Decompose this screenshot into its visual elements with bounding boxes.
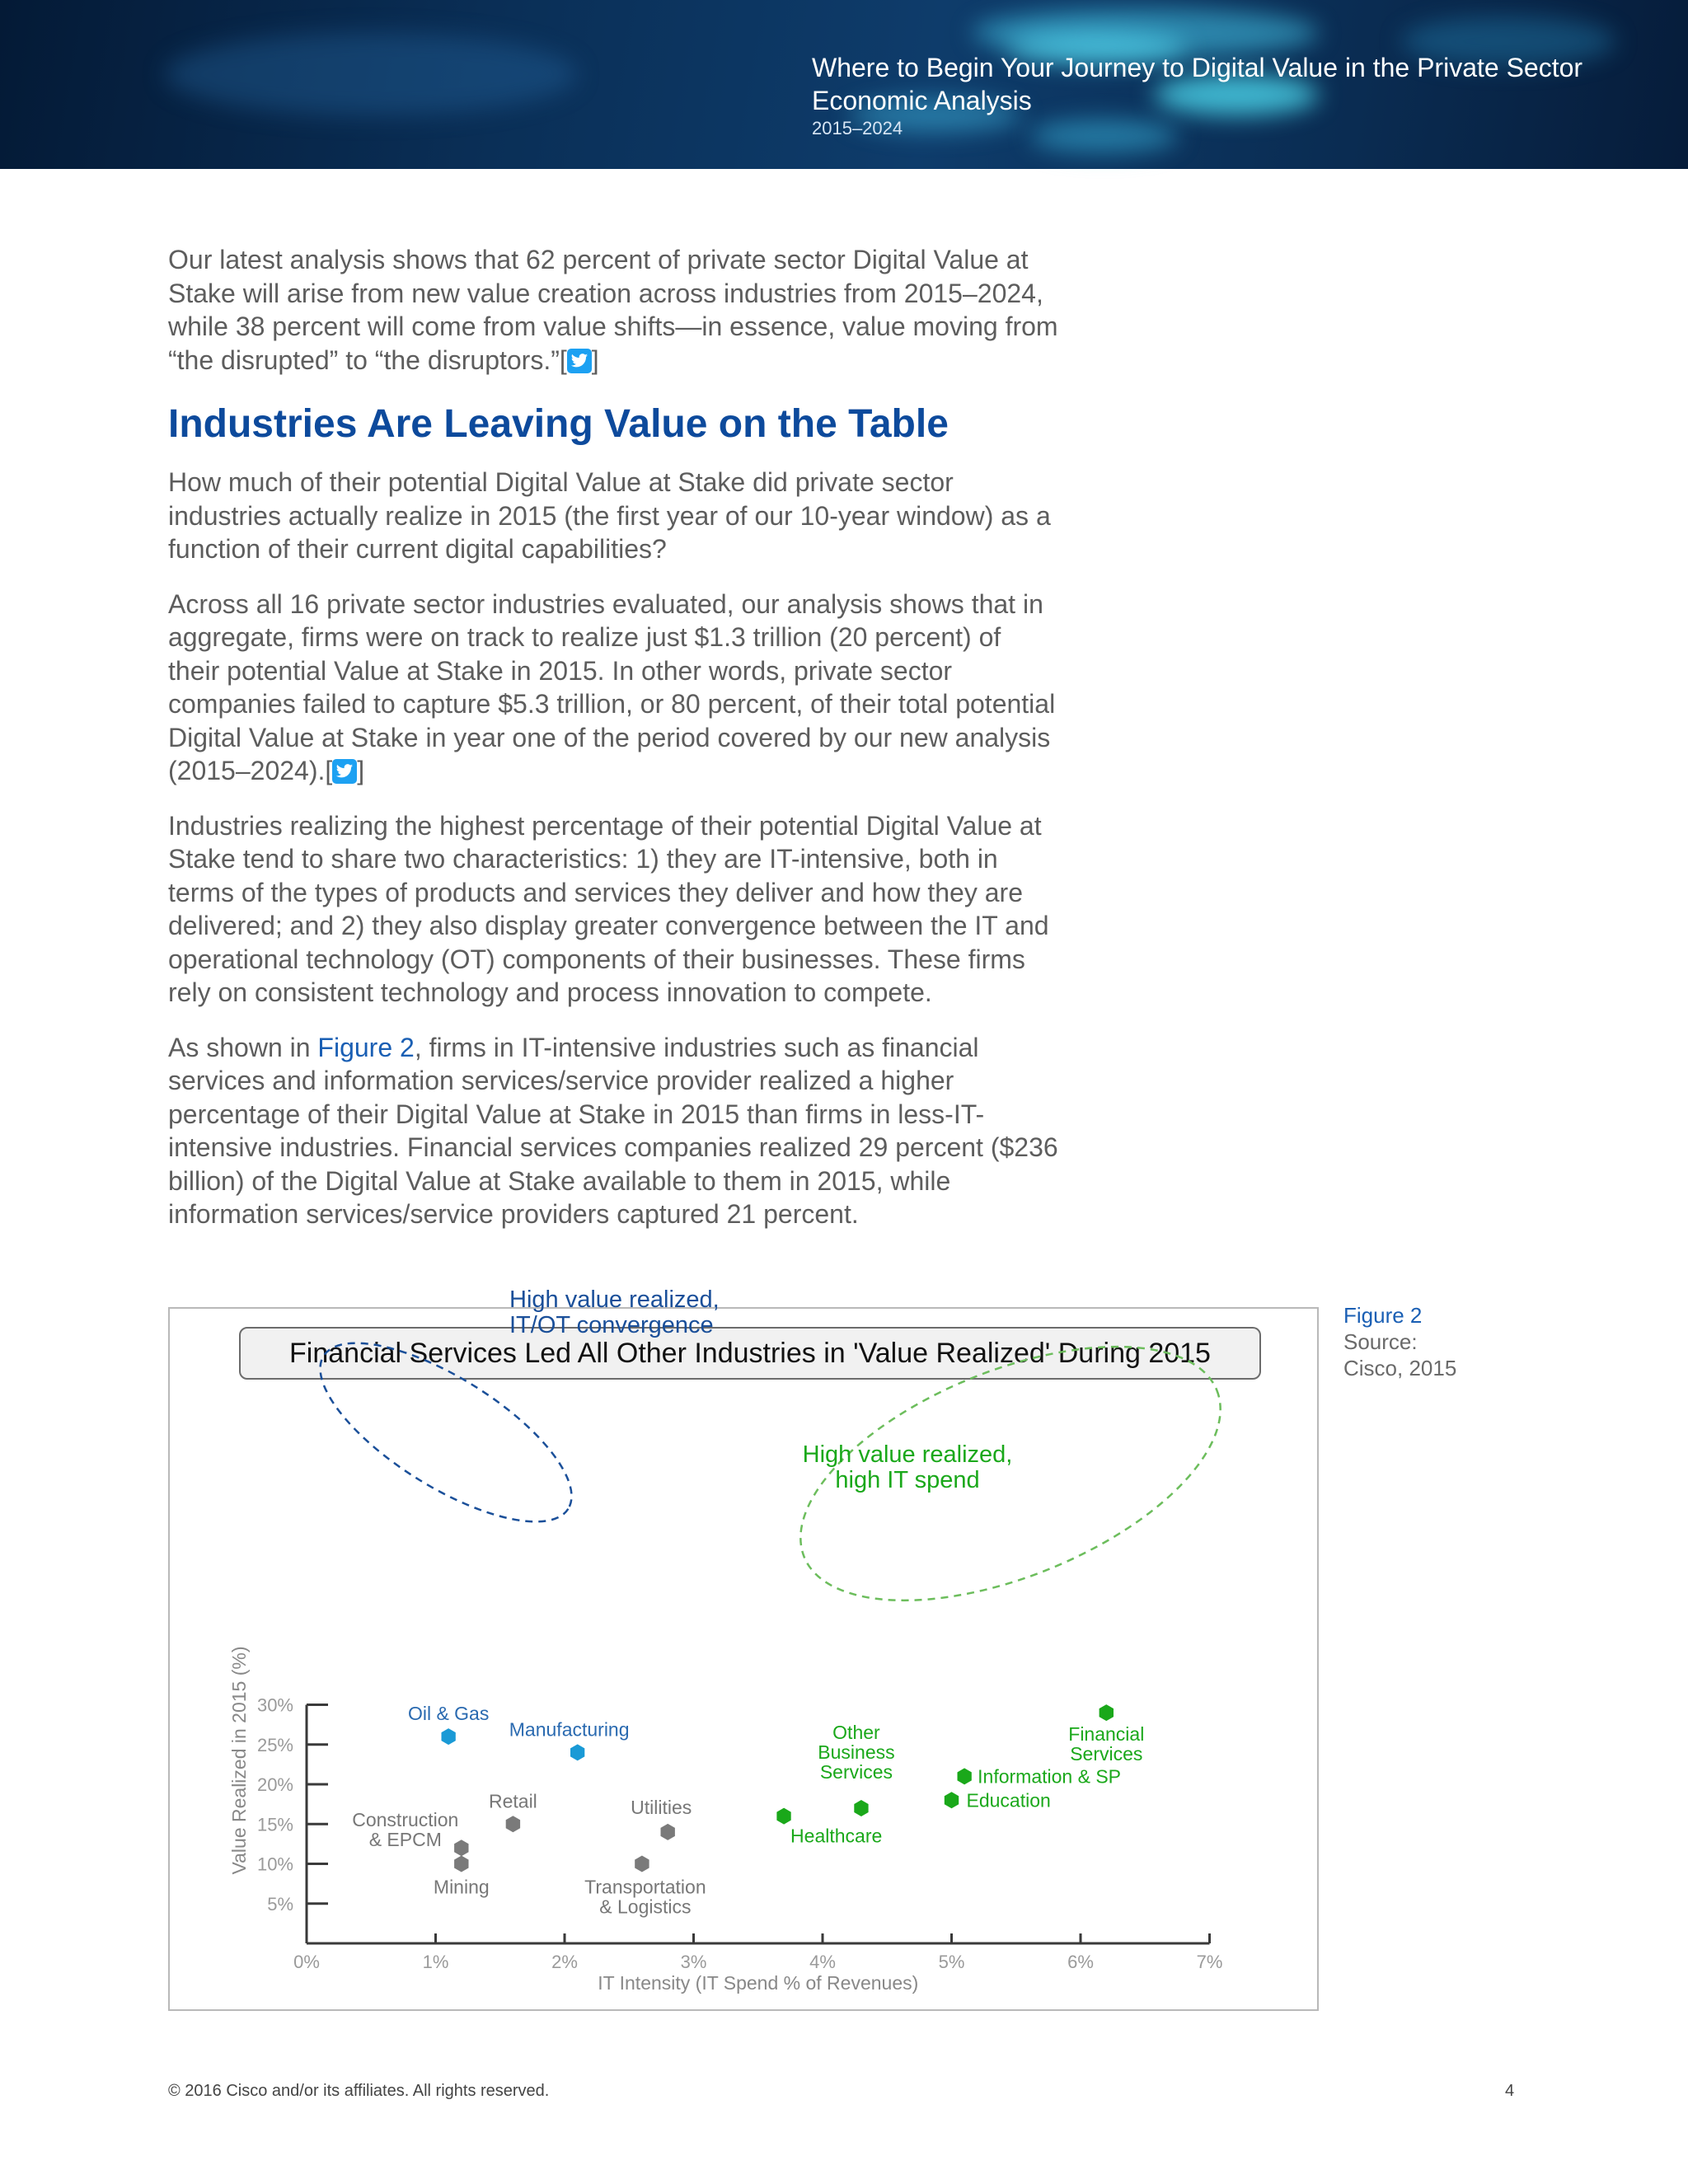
data-point-green	[776, 1808, 790, 1825]
bracket-close: ]	[357, 756, 365, 785]
figure-source: Cisco, 2015	[1343, 1356, 1457, 1380]
point-label: Transportation	[584, 1876, 706, 1898]
header-banner	[0, 0, 1688, 169]
point-label: Services	[1070, 1743, 1143, 1765]
header-title-line2: Economic Analysis	[812, 86, 1032, 115]
blue-group-annotation: IT/OT convergence	[509, 1312, 714, 1338]
point-label: Mining	[433, 1876, 490, 1898]
data-point-green	[958, 1768, 972, 1784]
blue-group-ellipse	[295, 1310, 598, 1554]
data-point-gray	[661, 1824, 675, 1840]
point-label: Services	[819, 1760, 893, 1783]
paragraph-4	[168, 1031, 1058, 1231]
data-point-green	[1100, 1704, 1114, 1721]
point-label: Financial	[1068, 1723, 1145, 1746]
point-label: Utilities	[631, 1796, 692, 1818]
figure-number: Figure 2	[1343, 1303, 1423, 1328]
figure-source-label: Source:	[1343, 1329, 1418, 1354]
data-point-gray	[635, 1856, 649, 1872]
paragraph-3: Industries realizing the highest percentage of their potential Digital Value at Stake tend to share two characteristics: 1) they are IT-intensive, both in terms of the types of products and services they deliver and how they are delivered; and 2) they also display greater convergence between the IT and operational technology (OT) components of their businesses. These firms rely on consistent technology and process innovation to compete.	[168, 810, 1049, 1007]
header-text	[812, 51, 1582, 140]
x-tick-label: 5%	[938, 1952, 965, 1972]
data-point-green	[854, 1800, 868, 1816]
twitter-bird-icon[interactable]	[332, 759, 357, 784]
point-label: Other	[832, 1721, 880, 1743]
figure-2-link[interactable]: Figure 2	[317, 1032, 415, 1062]
x-tick-label: 7%	[1196, 1952, 1223, 1972]
x-tick-label: 1%	[422, 1952, 449, 1972]
data-point-blue	[442, 1728, 456, 1745]
x-tick-label: 2%	[551, 1952, 578, 1972]
x-tick-label: 4%	[809, 1952, 836, 1972]
main-content	[168, 243, 1058, 1253]
point-label: Healthcare	[790, 1825, 883, 1847]
header-title-line1: Where to Begin Your Journey to Digital Value in the Private Sector	[812, 53, 1583, 82]
point-label: Retail	[488, 1790, 537, 1812]
paragraph-4-post: , firms in IT-intensive industries such as financial services and information services/service provider realized a higher percentage of their Digital Value at Stake in 2015 than firms in less-IT-intensive industries. Financial services companies realized 29 percent ($236 billion) of the Digital Value at Stake available to them in 2015, while information services/service providers captured 21 percent.	[168, 1032, 1058, 1229]
page-number: 4	[1505, 2082, 1515, 2100]
y-tick-label: 25%	[256, 1734, 293, 1755]
y-tick-label: 20%	[256, 1774, 293, 1795]
intro-text: Our latest analysis shows that 62 percent of private sector Digital Value at Stake will arise from new value creation across industries from 2015–2024, while 38 percent will come from value shifts—in essence, value moving from “the disrupted” to “the disruptors.”	[168, 245, 1058, 375]
point-label: Information & SP	[978, 1765, 1122, 1788]
data-point-gray	[454, 1840, 468, 1856]
footer-copyright: © 2016 Cisco and/or its affiliates. All rights reserved.	[168, 2082, 550, 2100]
y-tick-label: 5%	[267, 1893, 293, 1915]
data-point-green	[945, 1792, 959, 1808]
figure-caption	[1343, 1302, 1456, 1381]
green-group-annotation: High value realized,	[802, 1441, 1013, 1468]
y-tick-label: 10%	[256, 1854, 293, 1875]
bracket-close: ]	[591, 344, 599, 375]
figure-2	[168, 1286, 1319, 2011]
point-label: Business	[818, 1741, 895, 1763]
point-label: & Logistics	[599, 1896, 692, 1918]
section-heading: Industries Are Leaving Value on the Table	[168, 402, 949, 446]
x-tick-label: 0%	[293, 1952, 320, 1972]
bracket-open: [	[325, 756, 333, 785]
paragraph-2	[168, 588, 1058, 788]
twitter-bird-icon[interactable]	[567, 349, 592, 373]
paragraph-1: How much of their potential Digital Value at Stake did private sector industries actually realize in 2015 (the first year of our 10-year window) as a function of their current digital capabilities?	[168, 467, 1051, 564]
point-label: Construction	[352, 1809, 459, 1831]
paragraph-2-text: Across all 16 private sector industries evaluated, our analysis shows that in aggregate, firms were on track to realize just $1.3 trillion (20 percent) of their potential Value at Stake in 2015. In other words, private sector companies failed to capture $5.3 trillion, or 80 percent, of their total potential Digital Value at Stake in year one of the period covered by our new analysis (2015–2024).	[168, 588, 1056, 785]
blue-group-annotation: High value realized,	[509, 1286, 720, 1313]
paragraph-4-pre: As shown in	[168, 1032, 318, 1062]
point-label: & EPCM	[368, 1829, 442, 1851]
data-point-gray	[454, 1856, 468, 1872]
y-tick-label: 30%	[256, 1694, 293, 1716]
y-tick-label: 15%	[256, 1814, 293, 1835]
bracket-open: [	[559, 344, 567, 375]
x-tick-label: 3%	[680, 1952, 707, 1972]
chart-title: Financial Services Led All Other Industries in 'Value Realized' During 2015	[239, 1327, 1261, 1380]
y-axis-label: Value Realized in 2015 (%)	[228, 1646, 250, 1875]
data-point-blue	[570, 1744, 584, 1760]
point-label: Manufacturing	[509, 1718, 630, 1741]
header-years: 2015–2024	[812, 118, 903, 138]
scatter-chart	[170, 1286, 1317, 2009]
point-label: Oil & Gas	[407, 1703, 490, 1725]
green-group-annotation: high IT spend	[835, 1467, 980, 1493]
x-axis-label: IT Intensity (IT Spend % of Revenues)	[598, 1972, 919, 1994]
data-point-gray	[506, 1816, 520, 1832]
x-tick-label: 6%	[1067, 1952, 1094, 1972]
point-label: Education	[966, 1789, 1051, 1811]
intro-paragraph	[168, 243, 1058, 377]
